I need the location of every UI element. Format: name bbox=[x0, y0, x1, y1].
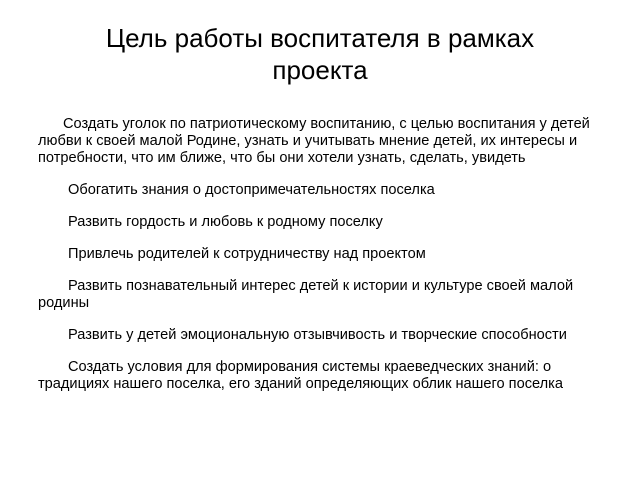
goal-paragraph-7: Создать условия для формирования системы краеведческих знаний: о традициях нашего поселка, его зданий определяющих облик нашего поселка bbox=[38, 359, 563, 392]
title-line-2: проекта bbox=[272, 55, 368, 85]
slide-title bbox=[40, 22, 600, 86]
goal-paragraph-6: Развить у детей эмоциональную отзывчивость и творческие способности bbox=[68, 327, 567, 343]
goal-paragraph-1: Создать уголок по патриотическому воспитанию, с целью воспитания у детей любви к своей малой Родине, узнать и учитывать мнение детей, их интересы и потребности, что им ближе, что бы они хотели узнать, сделать, увидеть bbox=[38, 116, 590, 166]
goal-paragraph-3: Развить гордость и любовь к родному поселку bbox=[68, 214, 383, 230]
goal-paragraph-4: Привлечь родителей к сотрудничеству над проектом bbox=[68, 246, 426, 262]
goal-paragraph-2: Обогатить знания о достопримечательностях поселка bbox=[68, 182, 435, 198]
goal-paragraph-5: Развить познавательный интерес детей к истории и культуре своей малой родины bbox=[38, 278, 574, 311]
slide-body bbox=[38, 116, 604, 408]
title-line-1: Цель работы воспитателя в рамках bbox=[105, 23, 535, 53]
